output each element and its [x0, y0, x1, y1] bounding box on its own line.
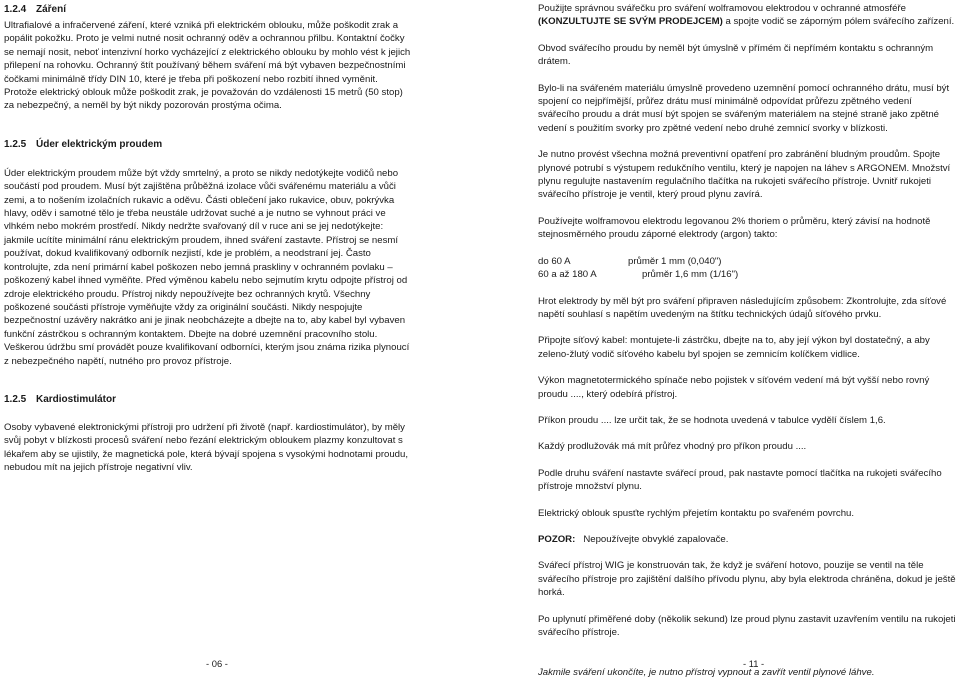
- section-title: Úder elektrickým proudem: [36, 138, 163, 150]
- page-number-right: - 11 -: [743, 658, 765, 669]
- electrode-diameter: průměr 1,6 mm (1/16"): [642, 269, 739, 281]
- paragraph-power-cable: Připojte síťový kabel: montujete-li zástrčku, dbejte na to, aby její výkon byl dostatečný, a aby zeleno-žlutý vodič síťového kabelu byl spojen se zemnicím kolíčkem vidlice.: [538, 335, 930, 360]
- warning-text: Nepoužívejte obvyklé zapalovače.: [583, 533, 729, 545]
- paragraph-finish: Jakmile sváření ukončíte, je nutno přístroj vypnout a zavřít ventil plynové láhve.: [538, 667, 875, 679]
- paragraph-welding-circuit: Obvod svářecího proudu by neměl být úmyslně v přímém či nepřímém kontaktu s ochranným drátem.: [538, 42, 934, 68]
- paragraph-extension-cord: Každý prodlužovák má mít průřez vhodný pro příkon proudu ....: [538, 441, 807, 453]
- emphasis-consult-dealer: (KONZULTUJTE SE SVÝM PRODEJCEM): [538, 16, 723, 28]
- paragraph-warning: [538, 533, 956, 546]
- section-heading-electric-shock: [4, 138, 412, 151]
- pacemaker-paragraph: Osoby vybavené elektronickými přístroji pro udržení při životě (např. kardiostimulátor), by měly svůj pobyt v blízkosti procesů sváření nebo řezání elektrickým obloukem plazmy konzultovat s lékařem aby se ujistily, že magnetická pole, která bývají spojena s vysokými hodnotami proudu, nebudou mít na jejich přístroje negativní vliv.: [4, 421, 409, 474]
- paragraph-wig-design: Svářecí přístroj WIG je konstruován tak, že když je sváření hotovo, pouzije se ventil na těle svářecího přístroje pro zajištění dalšího přívodu plynu, aby byla elektroda chráněna, dokud je ještě horká.: [538, 560, 956, 599]
- section-title: Kardiostimulátor: [36, 393, 117, 405]
- right-column: [538, 0, 956, 680]
- paragraph-welding-setup: Podle druhu sváření nastavte svářecí proud, pak nastavte pomocí tlačítka na rukojeti svářecího přístroje množství plynu.: [538, 467, 942, 493]
- electric-shock-paragraph: Úder elektrickým proudem může být vždy smrtelný, a proto se nikdy nedotýkejte vodičů nebo součástí pod proudem. Musí být zajištěna průběžná izolace vůči svářenému materiálu a vůči zemi, a to nošením izolačních rukavic a oděvu. Části oblečení jako rukavice, obuv, pokrývka hlavy, oděv i samotné tělo je třeba neustále udržovat suché a je nutno se vyhnout práci ve vlhkém nebo mokrém prostředí. Nikdy nedržte svařovaný díl v ruce ani se jej nedotýkejte: jakmile ucítíte minimální ránu elektrickým proudem, ihned sváření zastavte. Přístroj se nesmí používat, dokud kvalifikovaný odborník nezjistí, kde je problém, a neodstraní jej. Často kontrolujte, zda není primární kabel poškozen nebo jemná praskliny v ochranném povlaku – poškozený kabel ihned vyměňte. Před výměnou kabelu nebo sejmutím krytu odpojte přístroj od zdroje elektrického proudu. Přístroj nikdy nepoužívejte bez ochranných krytů. Všechny poškozené součásti přístroje vyměňujte vždy za originální součásti. Nikdy nespojujte bezpečnostní uzávěry nakrátko ani je jinak neobcházejte a dbejte na to, aby kabel byl vybaven funkční zástrčkou s ochranným kontaktem. Dbejte na dobré uzemnění pracovního stolu. Veškerou údržbu smí provádět pouze kvalifikovaní odborníci, kterým jsou známa rizika plynoucí z nebezpečného napětí, nutného pro provoz přístroje.: [4, 167, 410, 367]
- paragraph-breaker: Výkon magnetotermického spínače nebo pojistek v síťovém vedení má být vyšší nebo rovný proudu ...., který odebírá přístroj.: [538, 375, 930, 400]
- electrode-diameter: průměr 1 mm (0,040"): [628, 255, 722, 267]
- paragraph-gas-stop: Po uplynutí přiměřené doby (několik sekund) lze proud plynu zastavit uzavřením ventilu na rukojeti svářecího přístroje.: [538, 613, 956, 638]
- warning-label: POZOR:: [538, 533, 576, 545]
- paragraph-grounding: Bylo-li na svářeném materiálu úmyslně provedeno uzemnění pomocí ochranného drátu, musí být spojení co nejpřímější, průřez drátu musí minimálně odpovídat průřezu zpětného vedení svářecího proudu a drát musí být spojen se svářeným materiálem na stejné straně jako zpětné vedení s použitím svorky pro zpětné vedení nebo druhé zemnicí svorky v blízkosti.: [538, 82, 950, 134]
- electrode-diameter-table: [538, 255, 956, 282]
- paragraph-arc-start: Elektrický oblouk spusťte rychlým přejetím kontaktu po svařeném povrchu.: [538, 507, 855, 519]
- radiation-paragraph: Ultrafialové a infračervené záření, které vzniká při elektrickém oblouku, může poškodit zrak a popálit pokožku. Proto je velmi nutné nosit ochranný oděv a ochrannou přilbu. Kontaktní čočky se nemají nosit, neboť intenzivní horko vycházející z elektrického oblouku by mohlo vést k jejich přilepení na rohovku. Ochranný štít používaný během sváření má být vybaven bezpečnostními čočkami minimálně třídy DIN 10, které je třeba při poškození nebo rozbití ihned vyměnit. Protože elektrický oblouk může poškodit zrak, je považován do vzdálenosti 15 metrů (50 stop) za nebezpečný, a neměl by být nikdy pozorován prostýma očima.: [4, 20, 411, 112]
- paragraph-electrode-tip: Hrot elektrody by měl být pro sváření připraven následujícím způsobem: Zkontrolujte, zda síťové napětí souhlasí s napětím uvedeným na štítku technických údajů síťového prvku.: [538, 295, 947, 320]
- section-heading-pacemaker: [4, 393, 412, 406]
- left-column: [4, 0, 412, 475]
- section-number: 1.2.5: [4, 138, 27, 150]
- paragraph-electrode: Používejte wolframovou elektrodu legovanou 2% thoriem o průměru, který závisí na hodnotě stejnosměrného proudu záporné elektrody (argon) takto:: [538, 215, 931, 241]
- section-title: Záření: [36, 4, 67, 15]
- current-range: 60 a až 180 A: [538, 269, 597, 281]
- paragraph-welder-connection: Použijte správnou svářečku pro sváření wolframovou elektrodou v ochranné atmosféře (KONZULTUJTE SE SVÝM PRODEJCEM) a spojte vodič se záporným pólem svářecího zařízení.: [538, 3, 955, 28]
- section-number: 1.2.5: [4, 393, 27, 405]
- current-range: do 60 A: [538, 255, 571, 267]
- page-number-left: - 06 -: [206, 658, 228, 669]
- paragraph-stray-currents: Je nutno provést všechna možná preventivní opatření pro zabránění bludným proudům. Spojte plynové potrubí s výstupem redukčního ventilu, který je napojen na láhev s ARGONEM. Množství plynu regulujte nastavením regulačního tlačítka na rukojeti svářecího přístroje. Uvnitř rukojeti svářecího přístroje je ventil, který proud plynu zavírá.: [538, 149, 951, 201]
- paragraph-current-input: Příkon proudu .... lze určit tak, že se hodnota uvedená v tabulce vydělí číslem 1,6.: [538, 414, 886, 426]
- section-number: 1.2.4: [4, 4, 27, 15]
- section-heading-radiation: [4, 3, 412, 16]
